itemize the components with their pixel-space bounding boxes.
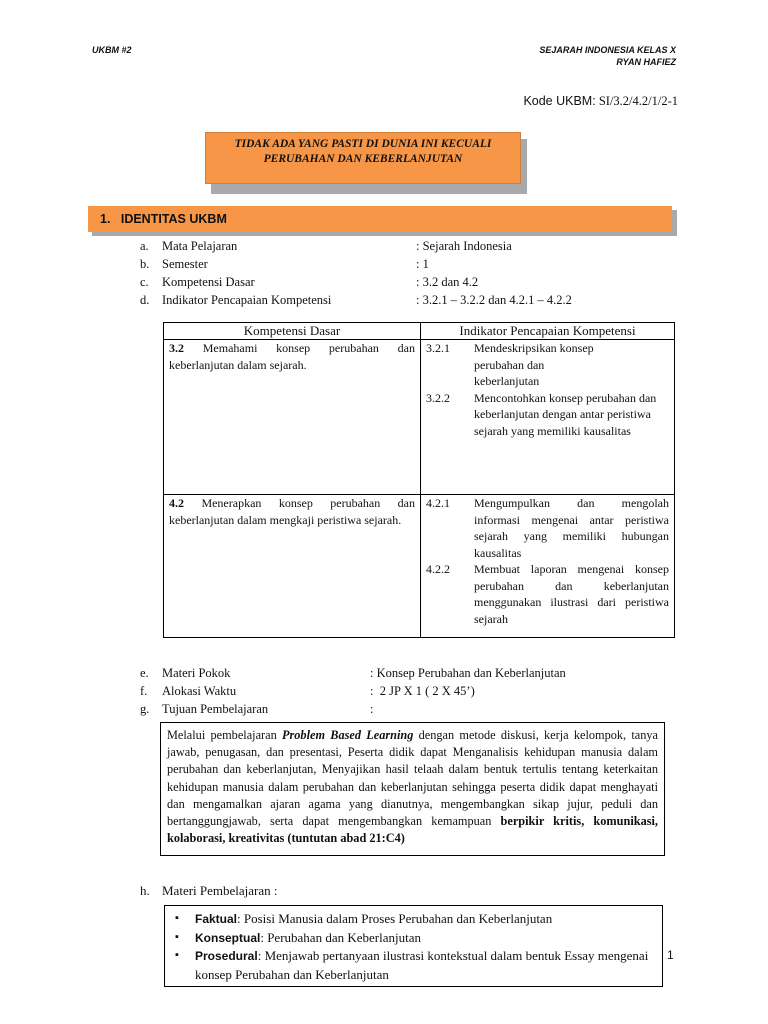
identity-label: Semester <box>162 257 208 271</box>
materi-heading-label: Materi Pembelajaran : <box>162 883 278 898</box>
banner-line-1: TIDAK ADA YANG PASTI DI DUNIA INI KECUALI <box>234 138 492 150</box>
header-doc-id: UKBM #2 <box>92 45 132 55</box>
indicator-number: 3.2.2 <box>426 390 450 405</box>
identity-label: Tujuan Pembelajaran <box>162 702 269 716</box>
identity-key: e. <box>140 666 149 680</box>
identity-key: f. <box>140 684 148 698</box>
identity-value: : Konsep Perubahan dan Keberlanjutan <box>370 666 566 680</box>
page-number: 1 <box>667 948 674 962</box>
indicator-text: Membuat laporan mengenai konsep perubahan dan keberlanjutan menggunakan ilustrasi dari peristiwa sejarah <box>474 562 669 626</box>
identity-key: d. <box>140 293 150 307</box>
indicator-item <box>426 340 660 390</box>
materi-text: : Menjawab pertanyaan ilustrasi kontekstual dalam bentuk Essay mengenai konsep Perubahan dan Keberlanjutan <box>195 948 649 982</box>
kode-label: Kode UKBM: <box>523 94 596 108</box>
materi-key: h. <box>140 883 150 898</box>
tujuan-text-2: dengan metode diskusi, kerja kelompok, tanya jawab, penugasan, dan presentasi, Peserta didik dapat Menganalisis kehidupan manusia dalam perubahan dan keberlanjutan, Menyajikan hasil telaah dalam bentuk tertulis tentang keterkaitan kehidupan manusia dalam perubahan dan keberlanjutan sehingga peserta didik dapat menghayati dan mengamalkan ajaran agama yang dianutnya, mengembangkan sikap jujur, peduli dan bertanggungjawab, serta dapat mengembangkan kemampuan <box>167 728 658 829</box>
indicator-item <box>426 390 660 440</box>
materi-label: Faktual <box>195 912 238 926</box>
materi-text: : Posisi Manusia dalam Proses Perubahan dan Keberlanjutan <box>237 911 553 926</box>
indicator-number: 3.2.1 <box>426 341 450 355</box>
table-header-row <box>164 323 675 340</box>
header-author: RYAN HAFIEZ <box>616 57 676 67</box>
identity-key: a. <box>140 239 149 253</box>
kd-cell <box>164 340 421 495</box>
identity-value: : 1 <box>416 257 429 271</box>
banner-line-2: PERUBAHAN DAN KEBERLANJUTAN <box>263 153 463 165</box>
tujuan-model: Problem Based Learning <box>281 728 414 742</box>
indicator-cell <box>421 495 675 638</box>
identity-value: : 2 JP X 1 ( 2 X 45’) <box>370 684 475 698</box>
materi-box <box>164 905 663 987</box>
indicator-item <box>426 495 669 561</box>
indicator-text: Mengumpulkan dan mengolah informasi mengenai antar peristiwa sejarah yang memiliki hubungan kausalitas <box>474 496 669 560</box>
list-item <box>195 929 654 948</box>
column-header-ipk: Indikator Pencapaian Kompetensi <box>421 323 675 340</box>
identity-label: Kompetensi Dasar <box>162 275 255 289</box>
materi-text: : Perubahan dan Keberlanjutan <box>260 929 421 945</box>
materi-label: Prosedural <box>195 949 258 963</box>
kode-value: SI/3.2/4.2/1/2-1 <box>598 94 678 108</box>
identity-label: Indikator Pencapaian Kompetensi <box>162 293 332 307</box>
identity-label: Alokasi Waktu <box>162 684 237 698</box>
indicator-text: Mendeskripsikan konsep perubahan dan keberlanjutan <box>474 341 594 388</box>
materi-list <box>195 910 654 983</box>
indicator-number: 4.2.1 <box>426 496 450 510</box>
kd-text: Menerapkan konsep perubahan dan keberlanjutan dalam mengkaji peristiwa sejarah. <box>169 496 415 527</box>
kompetensi-table <box>163 322 675 638</box>
kd-number: 3.2 <box>169 341 184 355</box>
indicator-number: 4.2.2 <box>426 562 450 576</box>
list-item <box>195 910 654 929</box>
kd-text: Memahami konsep perubahan dan keberlanjutan dalam sejarah. <box>169 341 415 372</box>
indicator-cell <box>421 340 675 495</box>
materi-label: Konseptual <box>195 930 261 945</box>
header-course-title: SEJARAH INDONESIA KELAS X <box>539 45 676 55</box>
identity-value: : 3.2.1 – 3.2.2 dan 4.2.1 – 4.2.2 <box>416 293 572 307</box>
column-header-kd: Kompetensi Dasar <box>164 323 421 340</box>
indicator-text: Mencontohkan konsep perubahan dan keberlanjutan dengan antar peristiwa sejarah yang memiliki kausalitas <box>474 390 657 438</box>
identity-label: Materi Pokok <box>162 666 231 680</box>
header-course <box>539 45 676 67</box>
title-banner <box>205 132 521 184</box>
kd-cell <box>164 495 421 638</box>
identity-key: b. <box>140 257 150 271</box>
table-row <box>164 340 675 495</box>
identity-label: Mata Pelajaran <box>162 239 238 253</box>
tujuan-pembelajaran-box <box>160 722 665 856</box>
tujuan-text-1: Melalui pembelajaran <box>167 728 282 742</box>
identity-value: : 3.2 dan 4.2 <box>416 275 479 289</box>
kode-ukbm <box>523 94 678 109</box>
list-item <box>195 947 654 983</box>
identity-value: : <box>370 702 374 716</box>
indicator-item <box>426 561 669 627</box>
identity-key: c. <box>140 275 149 289</box>
kd-number: 4.2 <box>169 496 184 510</box>
identity-key: g. <box>140 702 150 716</box>
table-row <box>164 495 675 638</box>
identity-value: : Sejarah Indonesia <box>416 239 512 253</box>
section-identitas-heading: 1. IDENTITAS UKBM <box>88 206 672 232</box>
tujuan-skills: berpikir kritis, komunikasi, kolaborasi, kreativitas (tuntutan abad 21:C4) <box>167 814 658 846</box>
